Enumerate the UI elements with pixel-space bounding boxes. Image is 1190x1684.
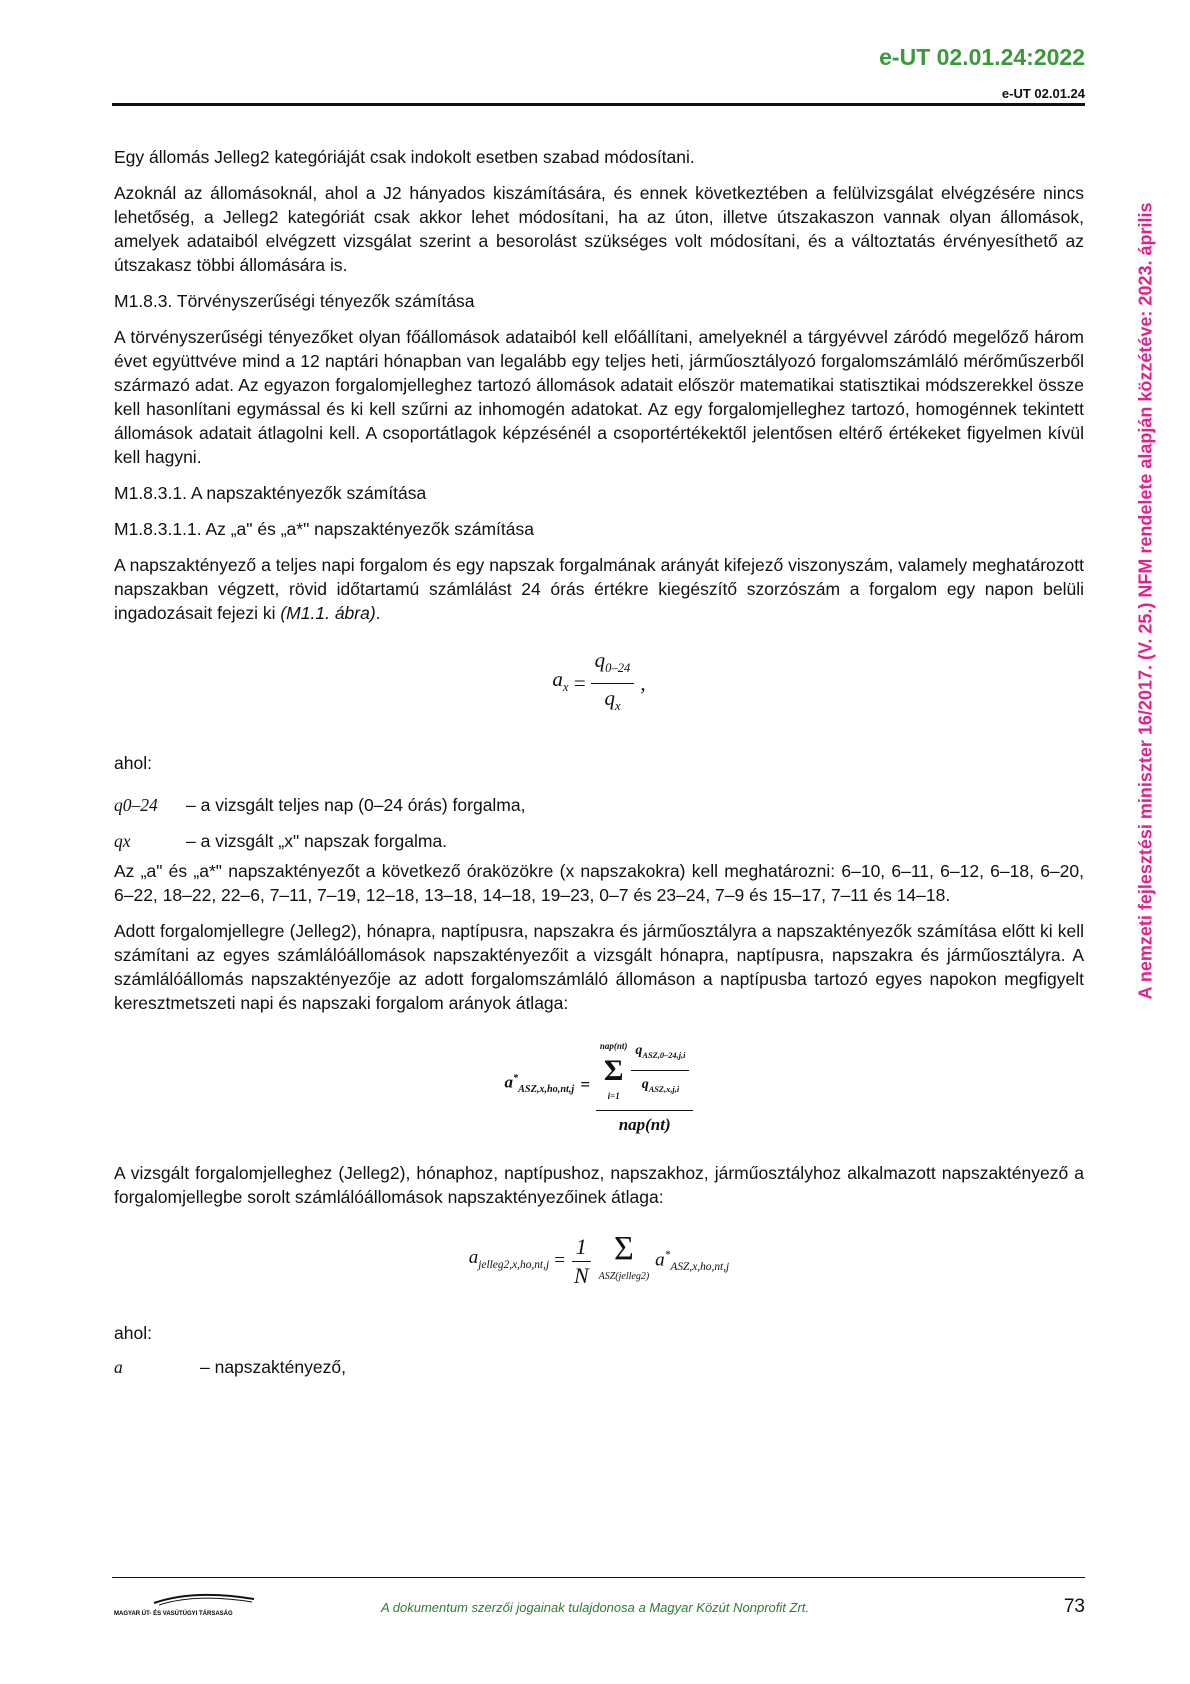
formula-3-fraction: $\frac{1}{N}$ [570,1235,593,1288]
formula-3-rhs: $a^*_{ASZ,x,ho,nt,j}$ [655,1248,730,1274]
document-code-short: e-UT 02.01.24 [1001,86,1085,101]
section-heading-m1-8-3-1-1: M1.8.3.1.1. Az „a" és „a*" napszaktényezők számítása [114,519,534,539]
figure-reference: (M1.1. ábra) [280,603,376,623]
formula-2-lhs: $a^*_{ASZ,x,ho,nt,j}$ [504,1073,575,1096]
definition-symbol: qx [114,831,131,851]
summation-sign: nap(nt) Σ i=1 [599,1040,628,1101]
page-content [114,145,1084,1379]
equals-sign: = [580,1075,590,1094]
formula-1-fraction: $\frac{q_{0-24}}{q_x}$ [591,648,635,717]
definition-a [114,1355,1084,1379]
page-number: 73 [1063,1596,1085,1617]
definition-qx [114,829,1084,853]
where-label-1: ahol: [114,753,152,773]
formula-a-star-asz [114,1029,1084,1141]
header-rule [112,103,1085,106]
formula-3-lhs: $a_{jelleg2,x,ho,nt,j}$ [468,1246,550,1271]
definition-text: – a vizsgált „x" napszak forgalma. [186,831,448,851]
paragraph-1: Egy állomás Jelleg2 kategóriáját csak indokolt esetben szabad módosítani. [114,147,695,167]
formula-2-inner-fraction: $\frac{q_{ASZ,0-24,j,i}}{q_{ASZ,x,j,i}}$ [631,1039,689,1102]
copyright-notice: A dokumentum szerzői jogainak tulajdonosa a Magyar Közút Nonprofit Zrt. [380,1600,809,1615]
where-label-2: ahol: [114,1323,152,1343]
paragraph-4-text: A napszaktényező a teljes napi forgalom és egy napszak forgalmának arányát kifejező viszonyszám, valamely meghatározott napszakban végzett, rövid időtartamú számlálást 24 órás értékre kiegészítő szorzószám a forgalom egy napon belüli ingadozásait fejezi ki [114,555,1084,623]
definition-text: – napszaktényező, [200,1357,346,1377]
formula-2-fraction [596,1034,694,1137]
definition-text: – a vizsgált teljes nap (0–24 órás) forgalma, [186,795,526,815]
paragraph-4 [114,553,1084,625]
paragraph-3: A törvényszerűségi tényezőket olyan főállomások adataiból kell előállítani, amelyeknél a tárgyévvel záródó megelőző három évet együttvéve mind a 12 naptári hónapban van legalább egy teljes heti, járműosztályozó forgalomszámláló mérőműszerből származó adat. Az egyazon forgalomjelleghez tartozó állomások adatait először matematikai statisztikai módszerekkel össze kell hasonlítani egymással és ki kell szűrni az inhomogén adatokat. Az egy forgalomjelleghez tartozó, homogénnek tekintett állomások adatait átlagolni kell. A csoportátlagok képzésénél a csoportértékektől jelentősen eltérő értékeket figyelmen kívül kell hagyni. [114,327,1084,467]
formula-a-x [114,641,1084,725]
paragraph-6: Adott forgalomjellegre (Jelleg2), hónapra, naptípusra, napszakra és járműosztályra a napszaktényezők számítása előtt ki kell számítani az egyes számlálóállomások napszaktényezőit a vizsgált hónapra, naptípusra, napszakra és járműosztályra. A számlálóállomás napszaktényezője az adott forgalomszámláló állomáson a naptípusba tartozó egyes napokon megfigyelt keresztmetszeti napi és napszaki forgalom arányok átlaga: [114,921,1084,1013]
document-code: e-UT 02.01.24:2022 [879,44,1085,70]
paragraph-5: Az „a" és „a*" napszaktényezőt a következő óraközökre (x napszakokra) kell meghatározni: 6–10, 6–11, 6–12, 6–18, 6–20, 6–22, 18–22, 22–6, 7–11, 7–19, 12–18, 13–18, 14–18, 19–23, 0–7 és 23–24, 7–9 és 15–17, 7–11 és 14–18. [114,861,1084,905]
formula-1-trailing-comma: , [640,671,646,695]
paragraph-7: A vizsgált forgalomjelleghez (Jelleg2), hónaphoz, naptípushoz, napszakhoz, járműosztályhoz alkalmazott napszaktényező a forgalomjellegbe sorolt számlálóállomások napszaktényezőinek átlaga: [114,1163,1084,1207]
footer-rule [112,1577,1085,1578]
section-heading-m1-8-3: M1.8.3. Törvényszerűségi tényezők számítása [114,291,475,311]
definition-symbol: a [114,1357,123,1377]
formula-a-jelleg2 [114,1221,1084,1301]
equals-sign: = [572,671,587,695]
paragraph-2: Azoknál az állomásoknál, ahol a J2 hányados kiszámítására, és ennek következtében a felülvizsgálat elvégzésére nincs lehetőség, a Jelleg2 kategóriát csak akkor lehet módosítani, ha az úton, illetve útszakaszon vannak olyan állomások, amelyek adataiból elvégzett vizsgálat szerint a besorolást szükséges volt módosítani, és a változtatás érvényesíthető az útszakasz többi állomására is. [114,183,1084,275]
svg-text:MAGYAR ÚT- ÉS VASÚTÜGYI TÁRSAS: MAGYAR ÚT- ÉS VASÚTÜGYI TÁRSASÁG [114,1611,233,1617]
equals-sign: = [553,1250,566,1271]
formula-1-lhs: $a_x$ [552,666,569,695]
paragraph-4-end: . [375,603,381,623]
definition-symbol: q0–24 [114,795,158,815]
formula-2-denominator: nap(nt) [618,1114,671,1134]
side-publication-note: A nemzeti fejlesztési miniszter 16/2017. (V. 25.) NFM rendelete alapján közzétéve: 2023. április [1135,202,1156,1000]
summation-sign: Σ ASZ(jelleg2) [598,1230,650,1282]
section-heading-m1-8-3-1: M1.8.3.1. A napszaktényezők számítása [114,483,427,503]
definition-q0-24 [114,793,1084,817]
